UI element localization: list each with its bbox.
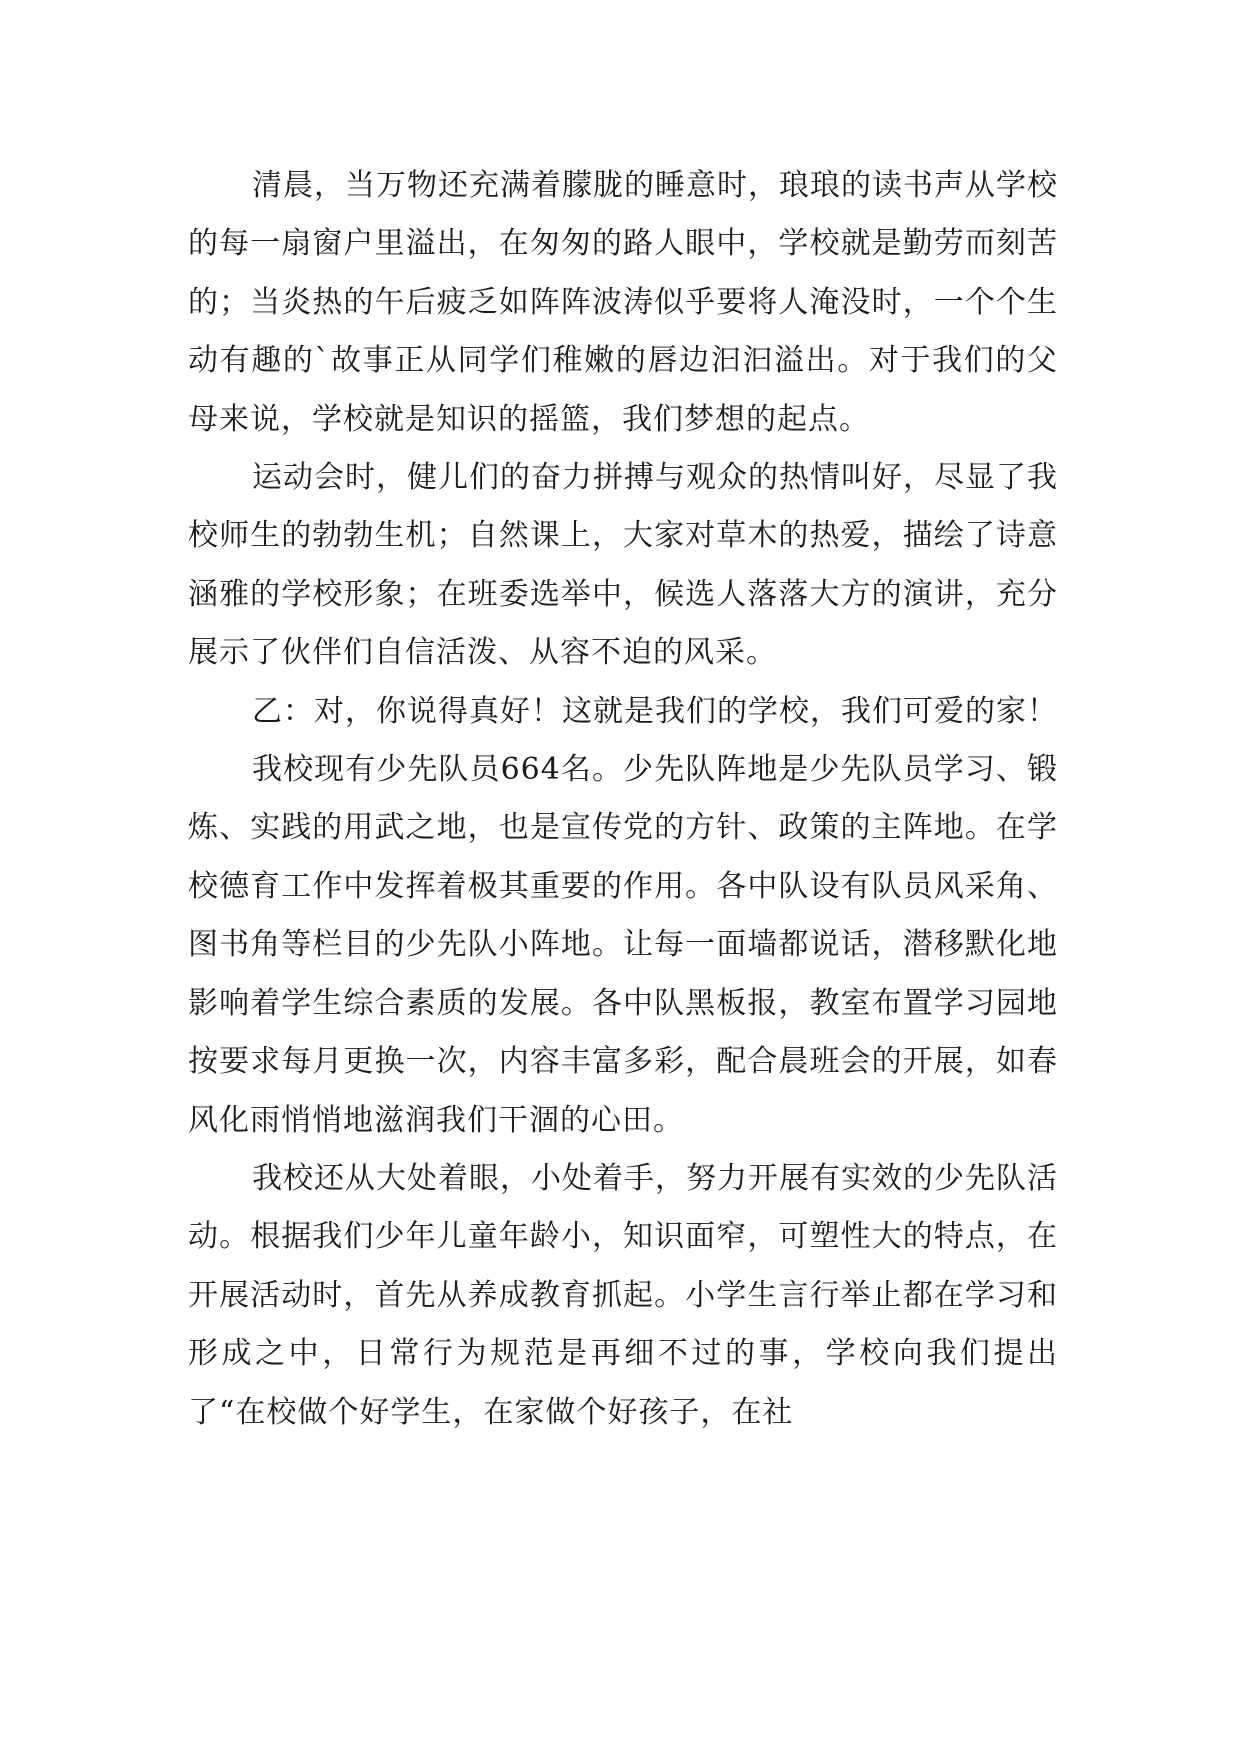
paragraph-3: 乙：对，你说得真好！这就是我们的学校，我们可爱的家！ xyxy=(252,693,1058,729)
paragraph-2: 运动会时，健儿们的奋力拼搏与观众的热情叫好，尽显了我校师生的勃勃生机；自然课上，大家对草木的热爱，描绘了诗意涵雅的学校形象；在班委选举中，候选人落落大方的演讲，充分展示了伙伴们自信活泼、从容不迫的风采。 xyxy=(188,460,1058,671)
document-body xyxy=(188,157,1058,1442)
paragraph-1: 清晨，当万物还充满着朦胧的睡意时，琅琅的读书声从学校的每一扇窗户里溢出，在匆匆的路人眼中，学校就是勤劳而刻苦的；当炎热的午后疲乏如阵阵波涛似乎要将人淹没时，一个个生动有趣的`故事正从同学们稚嫩的唇边汩汩溢出。对于我们的父母来说，学校就是知识的摇篮，我们梦想的起点。 xyxy=(188,168,1058,437)
paragraph-5: 我校还从大处着眼，小处着手，努力开展有实效的少先队活动。根据我们少年儿童年龄小，知识面窄，可塑性大的特点，在开展活动时，首先从养成教育抓起。小学生言行举止都在学习和形成之中，日常行为规范是再细不过的事，学校向我们提出了“在校做个好学生，在家做个好孩子，在社 xyxy=(188,1160,1058,1430)
paragraph-4: 我校现有少先队员664名。少先队阵地是少先队员学习、锻炼、实践的用武之地，也是宣传党的方针、政策的主阵地。在学校德育工作中发挥着极其重要的作用。各中队设有队员风采角、图书角等栏目的少先队小阵地。让每一面墙都说话，潜移默化地影响着学生综合素质的发展。各中队黑板报，教室布置学习园地按要求每月更换一次，内容丰富多彩，配合晨班会的开展，如春风化雨悄悄地滋润我们干涸的心田。 xyxy=(188,752,1058,1138)
